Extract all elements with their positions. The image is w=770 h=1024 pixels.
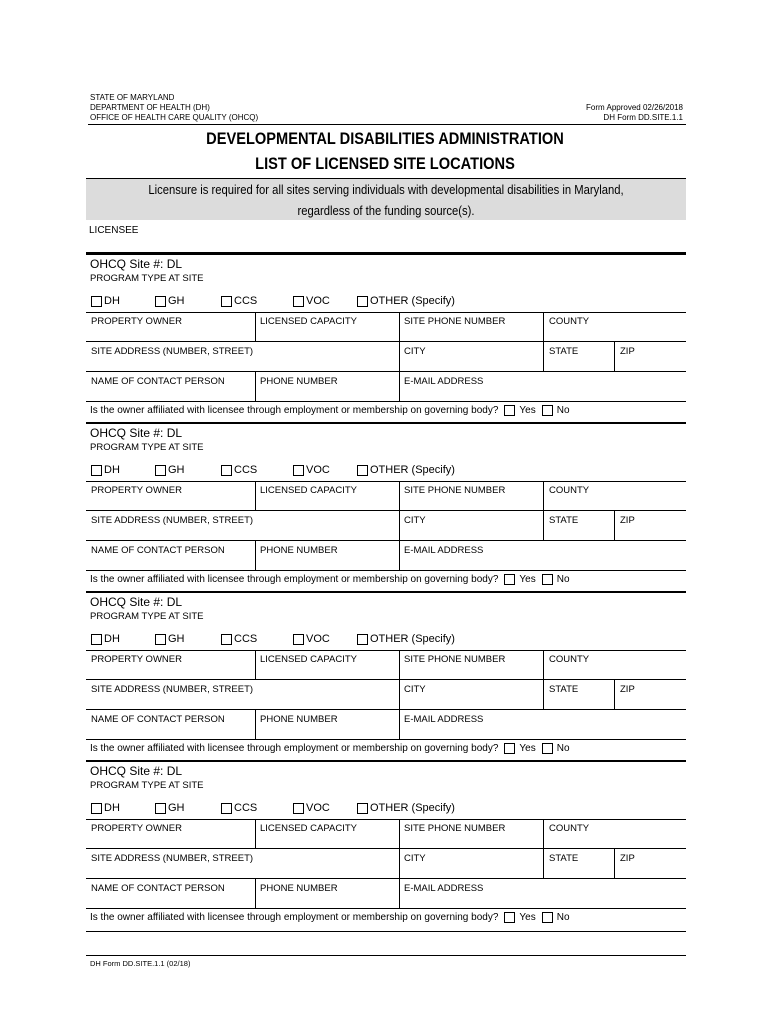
checkbox-icon[interactable] <box>155 803 166 814</box>
checkbox-icon[interactable] <box>155 634 166 645</box>
program-voc-checkbox[interactable]: VOC <box>293 802 330 814</box>
checkbox-icon[interactable] <box>221 465 232 476</box>
row-divider <box>86 481 686 482</box>
row-divider <box>86 540 686 541</box>
column-divider <box>543 819 544 879</box>
agency-header <box>90 93 258 123</box>
site-address-field[interactable]: SITE ADDRESS (NUMBER, STREET) <box>91 346 254 357</box>
column-divider <box>614 680 615 710</box>
affiliation-question <box>90 405 570 416</box>
checkbox-icon[interactable] <box>91 803 102 814</box>
program-dh-checkbox[interactable]: DH <box>91 633 120 645</box>
program-dh-checkbox[interactable]: DH <box>91 464 120 476</box>
program-type-label: PROGRAM TYPE AT SITE <box>90 273 204 284</box>
checkbox-icon[interactable] <box>91 634 102 645</box>
property-owner-field[interactable]: PROPERTY OWNER <box>91 485 182 496</box>
email-address-field[interactable]: E-MAIL ADDRESS <box>404 376 484 387</box>
contact-person-field[interactable]: NAME OF CONTACT PERSON <box>91 545 225 556</box>
checkbox-icon[interactable] <box>357 634 368 645</box>
column-divider <box>255 541 256 570</box>
column-divider <box>614 849 615 879</box>
program-ccs-checkbox[interactable]: CCS <box>221 802 257 814</box>
licensed-capacity-field[interactable]: LICENSED CAPACITY <box>260 485 357 496</box>
no-checkbox[interactable] <box>542 743 553 754</box>
program-ccs-checkbox[interactable]: CCS <box>221 633 257 645</box>
column-divider <box>614 511 615 541</box>
notice-line-2: regardless of the funding source(s). <box>297 204 475 218</box>
site-address-field[interactable]: SITE ADDRESS (NUMBER, STREET) <box>91 684 254 695</box>
form-end-divider <box>86 931 686 932</box>
affiliation-question <box>90 574 570 585</box>
column-divider <box>543 650 544 710</box>
office-name: OFFICE OF HEALTH CARE QUALITY (OHCQ) <box>90 113 259 122</box>
row-divider <box>86 679 686 680</box>
column-divider <box>255 312 256 341</box>
phone-number-field[interactable]: PHONE NUMBER <box>260 545 338 556</box>
program-type-label: PROGRAM TYPE AT SITE <box>90 611 204 622</box>
column-divider <box>255 819 256 848</box>
program-dh-checkbox[interactable]: DH <box>91 295 120 307</box>
contact-person-field[interactable]: NAME OF CONTACT PERSON <box>91 883 225 894</box>
program-gh-checkbox[interactable]: GH <box>155 295 185 307</box>
affiliation-question-text: Is the owner affiliated with licensee through employment or membership on governing body? <box>90 743 499 754</box>
property-owner-field[interactable]: PROPERTY OWNER <box>91 654 182 665</box>
city-field[interactable]: CITY <box>404 515 426 526</box>
county-field[interactable]: COUNTY <box>549 654 590 665</box>
column-divider <box>399 481 400 570</box>
site-section-2 <box>86 422 686 591</box>
contact-person-field[interactable]: NAME OF CONTACT PERSON <box>91 376 225 387</box>
yes-label: Yes <box>519 743 536 754</box>
column-divider <box>614 342 615 372</box>
column-divider <box>255 481 256 510</box>
row-divider <box>86 819 686 820</box>
affiliation-question-text: Is the owner affiliated with licensee through employment or membership on governing body? <box>90 405 499 416</box>
city-field[interactable]: CITY <box>404 346 426 357</box>
form-footer: DH Form DD.SITE.1.1 (02/18) <box>90 959 191 968</box>
phone-number-field[interactable]: PHONE NUMBER <box>260 714 338 725</box>
row-divider <box>86 739 686 740</box>
footer-divider <box>86 955 686 956</box>
column-divider <box>255 372 256 401</box>
checkbox-icon[interactable] <box>357 465 368 476</box>
licensee-label: LICENSEE <box>89 225 139 236</box>
email-address-field[interactable]: E-MAIL ADDRESS <box>404 545 484 556</box>
program-other-checkbox[interactable]: OTHER (Specify) <box>357 802 455 814</box>
site-divider <box>86 760 686 762</box>
state-name: STATE OF MARYLAND <box>90 93 175 102</box>
program-gh-checkbox[interactable]: GH <box>155 633 185 645</box>
affiliation-question <box>90 743 570 754</box>
checkbox-icon[interactable] <box>221 803 232 814</box>
site-section-4 <box>86 760 686 929</box>
row-divider <box>86 570 686 571</box>
site-divider <box>86 591 686 593</box>
site-address-field[interactable]: SITE ADDRESS (NUMBER, STREET) <box>91 515 254 526</box>
site-number-label: OHCQ Site #: DL <box>90 764 183 778</box>
affiliation-question-text: Is the owner affiliated with licensee through employment or membership on governing body? <box>90 912 499 923</box>
zip-field[interactable]: ZIP <box>620 346 635 357</box>
program-dh-checkbox[interactable]: DH <box>91 802 120 814</box>
no-label: No <box>556 912 570 923</box>
site-phone-field[interactable]: SITE PHONE NUMBER <box>404 654 506 665</box>
yes-label: Yes <box>519 574 536 585</box>
form-subtitle: LIST OF LICENSED SITE LOCATIONS <box>255 154 515 173</box>
yes-label: Yes <box>519 405 536 416</box>
form-title: DEVELOPMENTAL DISABILITIES ADMINISTRATION <box>206 129 564 148</box>
city-field[interactable]: CITY <box>404 684 426 695</box>
checkbox-icon[interactable] <box>91 296 102 307</box>
column-divider <box>255 879 256 908</box>
checkbox-icon[interactable] <box>155 465 166 476</box>
site-address-field[interactable]: SITE ADDRESS (NUMBER, STREET) <box>91 853 254 864</box>
site-phone-field[interactable]: SITE PHONE NUMBER <box>404 485 506 496</box>
state-field[interactable]: STATE <box>549 515 579 526</box>
affiliation-question-text: Is the owner affiliated with licensee through employment or membership on governing body? <box>90 574 499 585</box>
site-divider <box>86 422 686 424</box>
property-owner-field[interactable]: PROPERTY OWNER <box>91 823 182 834</box>
yes-label: Yes <box>519 912 536 923</box>
checkbox-icon[interactable] <box>357 296 368 307</box>
column-divider <box>399 819 400 908</box>
program-gh-checkbox[interactable]: GH <box>155 802 185 814</box>
yes-checkbox[interactable] <box>504 574 515 585</box>
site-number-label: OHCQ Site #: DL <box>90 595 183 609</box>
licensed-capacity-field[interactable]: LICENSED CAPACITY <box>260 823 357 834</box>
licensure-notice <box>86 178 686 220</box>
program-other-checkbox[interactable]: OTHER (Specify) <box>357 633 455 645</box>
yes-checkbox[interactable] <box>504 405 515 416</box>
site-phone-field[interactable]: SITE PHONE NUMBER <box>404 316 506 327</box>
email-address-field[interactable]: E-MAIL ADDRESS <box>404 883 484 894</box>
site-number-label: OHCQ Site #: DL <box>90 257 183 271</box>
no-label: No <box>556 743 570 754</box>
licensed-capacity-field[interactable]: LICENSED CAPACITY <box>260 316 357 327</box>
row-divider <box>86 312 686 313</box>
phone-number-field[interactable]: PHONE NUMBER <box>260 376 338 387</box>
form-info <box>586 103 683 123</box>
checkbox-icon[interactable] <box>293 803 304 814</box>
form-approved-date: Form Approved 02/26/2018 <box>586 103 683 112</box>
program-voc-checkbox[interactable]: VOC <box>293 464 330 476</box>
licensed-capacity-field[interactable]: LICENSED CAPACITY <box>260 654 357 665</box>
checkbox-icon[interactable] <box>293 465 304 476</box>
program-type-label: PROGRAM TYPE AT SITE <box>90 442 204 453</box>
program-type-label: PROGRAM TYPE AT SITE <box>90 780 204 791</box>
column-divider <box>543 312 544 372</box>
zip-field[interactable]: ZIP <box>620 515 635 526</box>
contact-person-field[interactable]: NAME OF CONTACT PERSON <box>91 714 225 725</box>
notice-line-1: Licensure is required for all sites serving individuals with developmental disabilities in Maryland, <box>148 183 624 197</box>
checkbox-icon[interactable] <box>221 634 232 645</box>
state-field[interactable]: STATE <box>549 684 579 695</box>
site-section-3 <box>86 591 686 760</box>
state-field[interactable]: STATE <box>549 853 579 864</box>
row-divider <box>86 908 686 909</box>
affiliation-question <box>90 912 570 923</box>
email-address-field[interactable]: E-MAIL ADDRESS <box>404 714 484 725</box>
row-divider <box>86 848 686 849</box>
no-checkbox[interactable] <box>542 912 553 923</box>
no-label: No <box>556 574 570 585</box>
checkbox-icon[interactable] <box>293 634 304 645</box>
property-owner-field[interactable]: PROPERTY OWNER <box>91 316 182 327</box>
column-divider <box>255 650 256 679</box>
site-phone-field[interactable]: SITE PHONE NUMBER <box>404 823 506 834</box>
checkbox-icon[interactable] <box>293 296 304 307</box>
state-field[interactable]: STATE <box>549 346 579 357</box>
site-divider <box>86 253 686 255</box>
column-divider <box>543 481 544 541</box>
program-other-checkbox[interactable]: OTHER (Specify) <box>357 295 455 307</box>
row-divider <box>86 341 686 342</box>
program-ccs-checkbox[interactable]: CCS <box>221 295 257 307</box>
row-divider <box>86 650 686 651</box>
column-divider <box>399 312 400 401</box>
program-voc-checkbox[interactable]: VOC <box>293 295 330 307</box>
row-divider <box>86 878 686 879</box>
zip-field[interactable]: ZIP <box>620 853 635 864</box>
county-field[interactable]: COUNTY <box>549 823 590 834</box>
site-number-label: OHCQ Site #: DL <box>90 426 183 440</box>
zip-field[interactable]: ZIP <box>620 684 635 695</box>
yes-checkbox[interactable] <box>504 912 515 923</box>
column-divider <box>255 710 256 739</box>
row-divider <box>86 709 686 710</box>
checkbox-icon[interactable] <box>91 465 102 476</box>
row-divider <box>86 510 686 511</box>
program-other-checkbox[interactable]: OTHER (Specify) <box>357 464 455 476</box>
no-checkbox[interactable] <box>542 574 553 585</box>
phone-number-field[interactable]: PHONE NUMBER <box>260 883 338 894</box>
header-divider <box>88 124 686 125</box>
column-divider <box>399 650 400 739</box>
no-checkbox[interactable] <box>542 405 553 416</box>
program-voc-checkbox[interactable]: VOC <box>293 633 330 645</box>
county-field[interactable]: COUNTY <box>549 316 590 327</box>
no-label: No <box>556 405 570 416</box>
program-gh-checkbox[interactable]: GH <box>155 464 185 476</box>
department-name: DEPARTMENT OF HEALTH (DH) <box>90 103 210 112</box>
row-divider <box>86 401 686 402</box>
checkbox-icon[interactable] <box>357 803 368 814</box>
site-section-1 <box>86 253 686 422</box>
checkbox-icon[interactable] <box>155 296 166 307</box>
city-field[interactable]: CITY <box>404 853 426 864</box>
checkbox-icon[interactable] <box>221 296 232 307</box>
form-number: DH Form DD.SITE.1.1 <box>603 113 683 122</box>
program-ccs-checkbox[interactable]: CCS <box>221 464 257 476</box>
yes-checkbox[interactable] <box>504 743 515 754</box>
county-field[interactable]: COUNTY <box>549 485 590 496</box>
row-divider <box>86 371 686 372</box>
